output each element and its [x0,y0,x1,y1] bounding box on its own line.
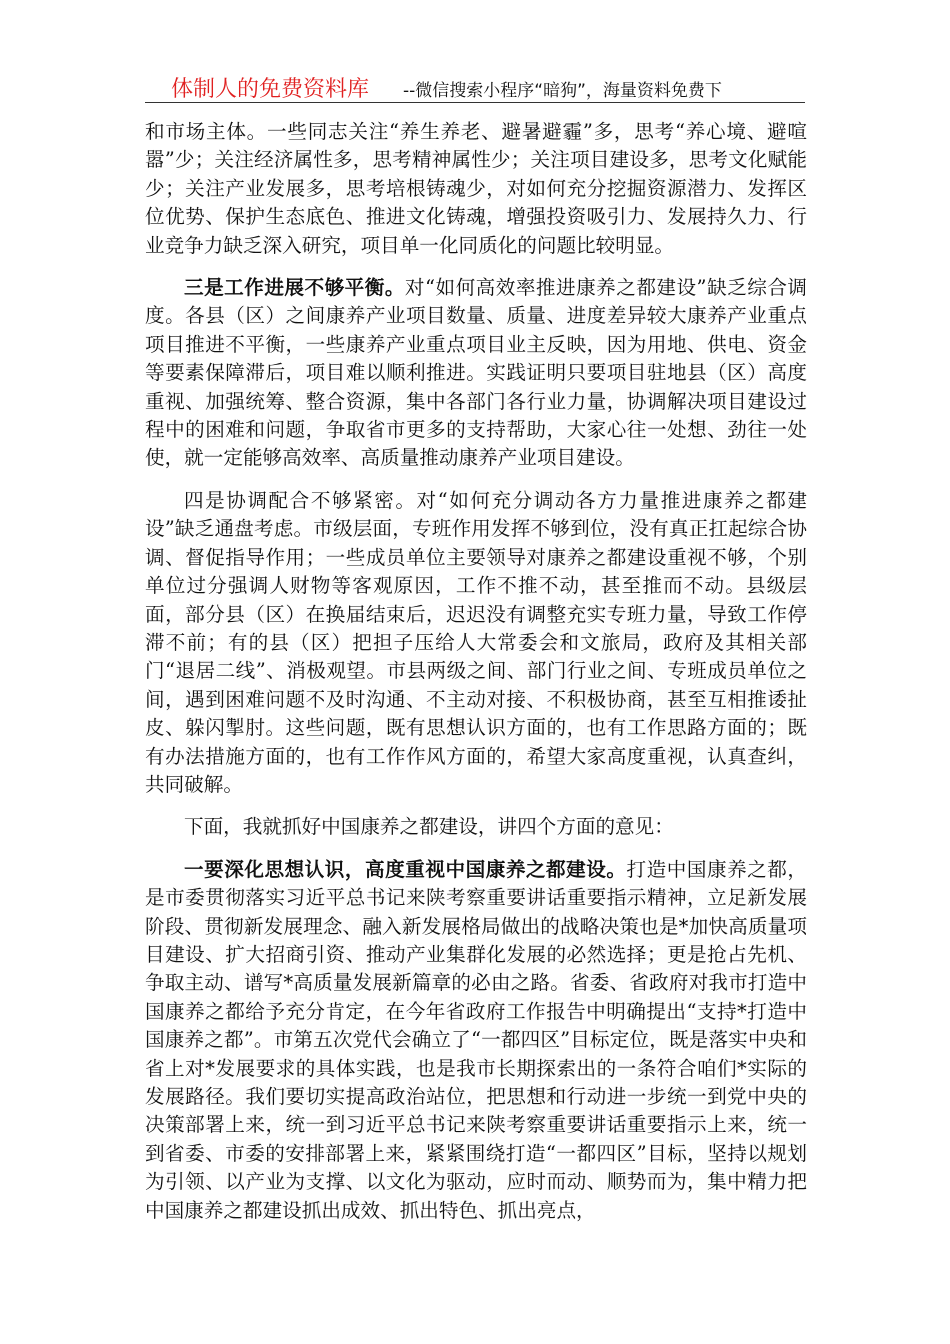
paragraph-5-text: 打造中国康养之都，是市委贯彻落实习近平总书记来陕考察重要讲话重要指示精神，立足新发展阶段、贯彻新发展理念、融入新发展格局做出的战略决策也是*加快高质量项目建设、扩大招商引资、推动产业集群化发展的必然选择；更是抢占先机、争取主动、谱写*高质量发展新篇章的必由之路。省委、省政府对我市打造中国康养之都给予充分肯定，在今年省政府工作报告中明确提出“支持*打造中国康养之都”。市第五次党代会确立了“一都四区”目标定位，既是落实中央和省上对*发展要求的具体实践，也是我市长期探索出的一条符合咱们*实际的发展路径。我们要切实提高政治站位，把思想和行动进一步统一到党中央的决策部署上来，统一到习近平总书记来陕考察重要讲话重要指示上来，统一到省委、市委的安排部署上来，紧紧围绕打造“一都四区”目标，坚持以规划为引领、以产业为支撑、以文化为驱动，应时而动、顺势而为，集中精力把中国康养之都建设抓出成效、抓出特色、抓出亮点， [145,857,808,1222]
header-tagline: --微信搜索小程序“暗狗”，海量资料免费下 [403,81,722,101]
page-header [145,62,805,103]
paragraph-5 [145,856,807,1225]
paragraph-1 [145,118,807,260]
paragraph-2-heading: 三是工作进展不够平衡。 [184,276,405,300]
paragraph-4-text: 下面，我就抓好中国康养之都建设，讲四个方面的意见： [184,815,674,839]
paragraph-2-text: 对“如何高效率推进康养之都建设”缺乏综合调度。各县（区）之间康养产业项目数量、质量、进度差异较大康养产业重点项目推进不平衡，一些康养产业重点项目业主反映，因为用地、供电、资金等要素保障滞后，项目难以顺利推进。实践证明只要项目驻地县（区）高度重视、加强统筹、整合资源，集中各部门各行业力量，协调解决项目建设过程中的困难和问题，争取省市更多的支持帮助，大家心往一处想、劲往一处使，就一定能够高效率、高质量推动康养产业项目建设。 [145,276,807,470]
paragraph-5-heading: 一要深化思想认识，高度重视中国康养之都建设。 [184,857,627,881]
paragraph-3 [145,487,807,799]
header-brand: 体制人的免费资料库 [171,77,370,102]
document-body [145,118,807,1239]
paragraph-3-text: 四是协调配合不够紧密。对“如何充分调动各方力量推进康养之都建设”缺乏通盘考虑。市级层面，专班作用发挥不够到位，没有真正扛起综合协调、督促指导作用；一些成员单位主要领导对康养之都建设重视不够，个别单位过分强调人财物等客观原因，工作不推不动，甚至推而不动。县级层面，部分县（区）在换届结束后，迟迟没有调整充实专班力量，导致工作停滞不前；有的县（区）把担子压给人大常委会和文旅局，政府及其相关部门“退居二线”、消极观望。市县两级之间、部门行业之间、专班成员单位之间，遇到困难问题不及时沟通、不主动对接、不积极协商，甚至互相推诿扯皮、躲闪掣肘。这些问题，既有思想认识方面的，也有工作思路方面的；既有办法措施方面的，也有工作作风方面的，希望大家高度重视，认真查纠，共同破解。 [145,488,807,796]
paragraph-1-text: 和市场主体。一些同志关注“养生养老、避暑避霾”多，思考“养心境、避喧嚣”少；关注经济属性多，思考精神属性少；关注项目建设多，思考文化赋能少；关注产业发展多，思考培根铸魂少，对如何充分挖掘资源潜力、发挥区位优势、保护生态底色、推进文化铸魂，增强投资吸引力、发展持久力、行业竞争力缺乏深入研究，项目单一化同质化的问题比较明显。 [145,120,807,257]
paragraph-4 [145,813,807,841]
paragraph-2 [145,274,807,473]
